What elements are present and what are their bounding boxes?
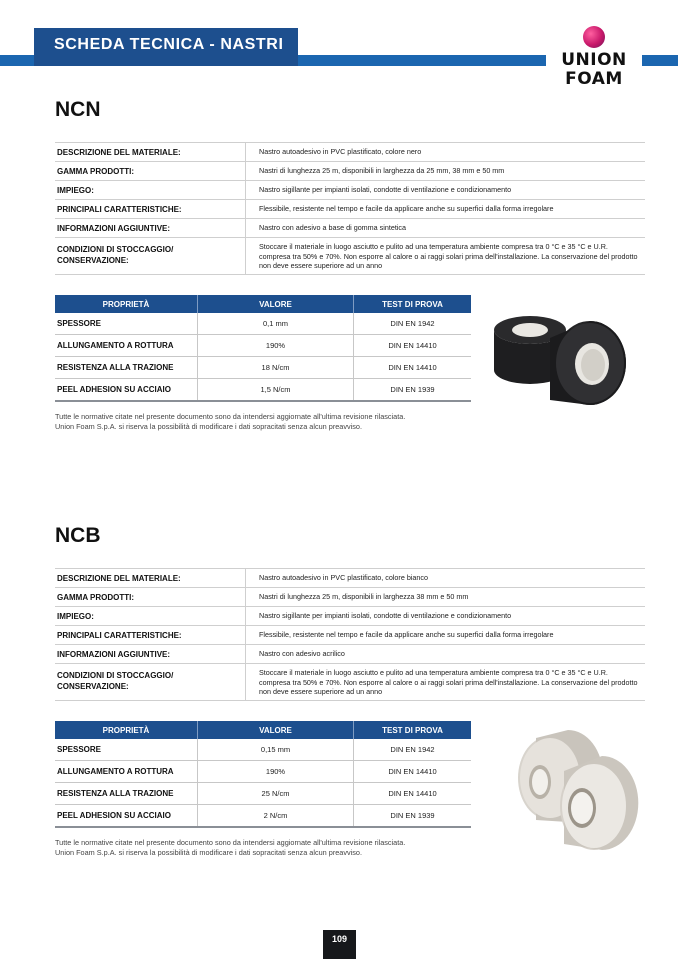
back-roll-core [512,323,548,337]
property-value: 25 N/cm [198,783,354,805]
table-row [55,805,471,828]
detail-row [55,143,645,162]
table-row [55,761,471,783]
detail-label: INFORMAZIONI AGGIUNTIVE: [55,645,246,663]
detail-value: Nastri di lunghezza 25 m, disponibili in larghezza da 25 mm, 38 mm e 50 mm [259,166,505,175]
property-name: ALLUNGAMENTO A ROTTURA [55,335,198,357]
detail-row [55,588,645,607]
property-value: 18 N/cm [198,357,354,379]
white-tape-rolls-image [506,726,642,856]
disclaimer-note-ncb [55,838,405,858]
detail-row [55,645,645,664]
property-test: DIN EN 1939 [354,805,472,828]
table-header-row [55,295,471,313]
detail-label: CONDIZIONI DI STOCCAGGIO/ CONSERVAZIONE: [55,664,246,700]
detail-label: INFORMAZIONI AGGIUNTIVE: [55,219,246,237]
property-name: SPESSORE [55,739,198,761]
logo-line2: FOAM [565,69,623,89]
property-value: 190% [198,335,354,357]
detail-value: Nastri di lunghezza 25 m, disponibili in larghezza 38 mm e 50 mm [259,592,469,601]
detail-label: GAMMA PRODOTTI: [55,588,246,606]
detail-value: Nastro con adesivo acrilico [259,649,345,658]
property-value: 1,5 N/cm [198,379,354,402]
note-line: Tutte le normative citate nel presente documento sono da intendersi aggiornate all'ultima revisione rilasciata. [55,838,406,847]
detail-row [55,664,645,701]
front-roll-hole [571,792,593,824]
properties-table-ncn [55,295,471,402]
property-test: DIN EN 1939 [354,379,472,402]
property-value: 0,15 mm [198,739,354,761]
detail-label: DESCRIZIONE DEL MATERIALE: [55,143,246,161]
front-roll-hole [581,349,605,381]
property-test: DIN EN 14410 [354,761,472,783]
col-header-value: VALORE [198,295,354,313]
detail-label: GAMMA PRODOTTI: [55,162,246,180]
detail-value: Stoccare il materiale in luogo asciutto e pulito ad una temperatura ambiente compresa tra 0 °C e 35 °C e U.R. compresa tra 50% e 70%. Non esporre al calore o ai raggi solari prima dell'installazione. La conservazione del prodotto non deve essere superiore ad un anno [259,668,638,696]
product-title-ncn: NCN [55,98,101,121]
detail-label: PRINCIPALI CARATTERISTICHE: [55,200,246,218]
note-line: Union Foam S.p.A. si riserva la possibilità di modificare i dati sopracitati senza alcun preavviso. [55,848,363,857]
detail-row [55,162,645,181]
property-name: PEEL ADHESION SU ACCIAIO [55,805,198,828]
back-roll-hole [532,769,548,795]
details-table-ncn [55,142,645,275]
property-value: 190% [198,761,354,783]
table-row [55,739,471,761]
page-number: 109 [323,930,356,959]
property-name: SPESSORE [55,313,198,335]
col-header-property: PROPRIETÀ [55,721,198,739]
col-header-test: TEST DI PROVA [354,295,472,313]
property-name: RESISTENZA ALLA TRAZIONE [55,357,198,379]
col-header-value: VALORE [198,721,354,739]
col-header-property: PROPRIETÀ [55,295,198,313]
table-row [55,783,471,805]
detail-row [55,181,645,200]
logo-line1: UNION [561,50,627,70]
detail-value: Flessibile, resistente nel tempo e facile da applicare anche su superfici dalla forma irregolare [259,630,554,639]
detail-label: DESCRIZIONE DEL MATERIALE: [55,569,246,587]
logo-ball-icon [583,26,605,48]
table-row [55,379,471,402]
property-test: DIN EN 14410 [354,783,472,805]
black-tape-rolls-image [490,308,642,408]
detail-value: Nastro sigillante per impianti isolati, condotte di ventilazione e condizionamento [259,185,512,194]
detail-row [55,238,645,275]
col-header-test: TEST DI PROVA [354,721,472,739]
page-title: SCHEDA TECNICA - NASTRI [54,36,284,53]
table-row [55,313,471,335]
disclaimer-note-ncn [55,412,405,432]
detail-row [55,219,645,238]
detail-value: Nastro con adesivo a base di gomma sintetica [259,223,407,232]
properties-table-ncb [55,721,471,828]
detail-row [55,626,645,645]
detail-label: IMPIEGO: [55,607,246,625]
table-row [55,357,471,379]
property-test: DIN EN 14410 [354,357,472,379]
note-line: Union Foam S.p.A. si riserva la possibilità di modificare i dati sopracitati senza alcun preavviso. [55,422,363,431]
detail-row [55,569,645,588]
detail-value: Nastro autoadesivo in PVC plastificato, colore bianco [259,573,428,582]
union-foam-logo [546,20,642,104]
note-line: Tutte le normative citate nel presente documento sono da intendersi aggiornate all'ultima revisione rilasciata. [55,412,406,421]
product-title-ncb: NCB [55,524,101,547]
detail-label: CONDIZIONI DI STOCCAGGIO/ CONSERVAZIONE: [55,238,246,274]
detail-value: Stoccare il materiale in luogo asciutto e pulito ad una temperatura ambiente compresa tra 0 °C e 35 °C e U.R. compresa tra 50% e 70%. Non esporre al calore o ai raggi solari prima dell'installazione. La conservazione del prodotto non deve essere superiore ad un anno [259,242,638,270]
detail-label: IMPIEGO: [55,181,246,199]
table-row [55,335,471,357]
table-header-row [55,721,471,739]
property-name: ALLUNGAMENTO A ROTTURA [55,761,198,783]
property-value: 0,1 mm [198,313,354,335]
detail-row [55,200,645,219]
detail-value: Nastro autoadesivo in PVC plastificato, colore nero [259,147,422,156]
detail-value: Nastro sigillante per impianti isolati, condotte di ventilazione e condizionamento [259,611,512,620]
property-value: 2 N/cm [198,805,354,828]
detail-label: PRINCIPALI CARATTERISTICHE: [55,626,246,644]
details-table-ncb [55,568,645,701]
property-name: PEEL ADHESION SU ACCIAIO [55,379,198,402]
property-test: DIN EN 1942 [354,313,472,335]
property-name: RESISTENZA ALLA TRAZIONE [55,783,198,805]
detail-value: Flessibile, resistente nel tempo e facile da applicare anche su superfici dalla forma irregolare [259,204,554,213]
detail-row [55,607,645,626]
property-test: DIN EN 1942 [354,739,472,761]
property-test: DIN EN 14410 [354,335,472,357]
